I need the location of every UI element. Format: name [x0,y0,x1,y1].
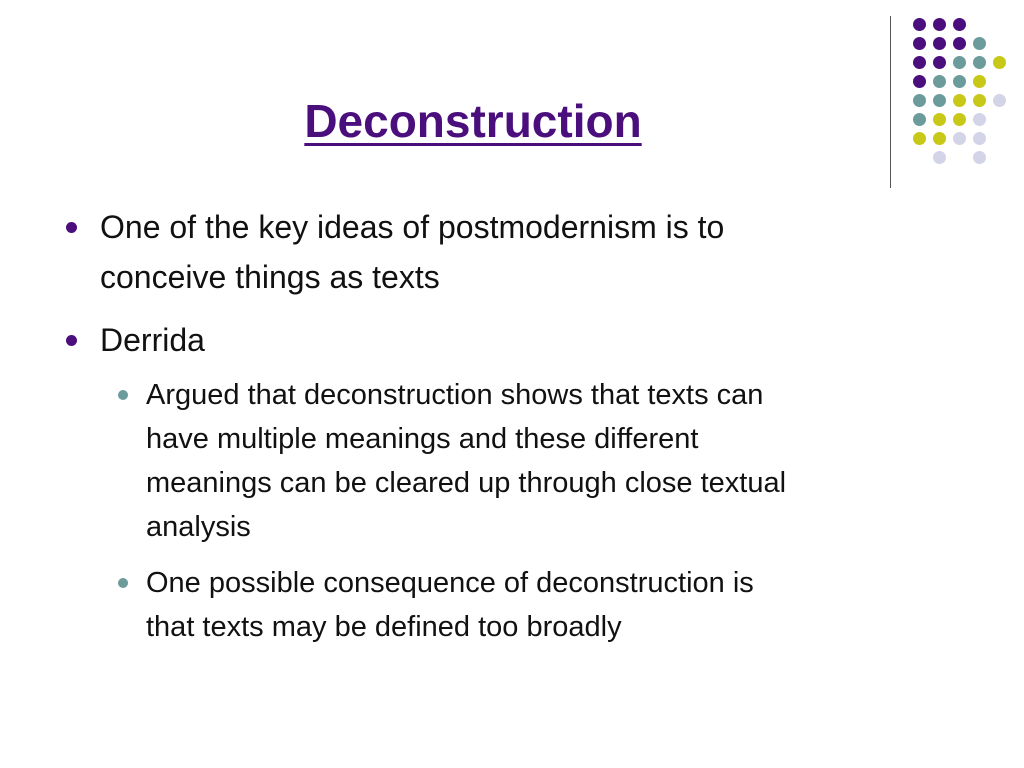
bullet-text-line: Derrida [100,322,205,358]
sub-bullet-icon [118,390,128,400]
sub-bullet-text-line: that texts may be defined too broadly [146,611,622,643]
sub-bullet-text-line: Argued that deconstruction shows that texts can [146,379,764,411]
bullet-icon [66,222,77,233]
sub-bullet-text-line: One possible consequence of deconstruction is [146,567,754,599]
bullet-text-line: One of the key ideas of postmodernism is to [100,209,725,245]
sub-bullet-text-line: analysis [146,511,251,543]
sub-bullet-text-line: meanings can be cleared up through close textual [146,467,787,499]
sub-bullet-text-line: have multiple meanings and these different [146,423,699,455]
bullet-icon [66,335,77,346]
bullet-text-line: conceive things as texts [100,259,440,295]
slide-title: Deconstruction [304,95,642,147]
sub-bullet-icon [118,578,128,588]
